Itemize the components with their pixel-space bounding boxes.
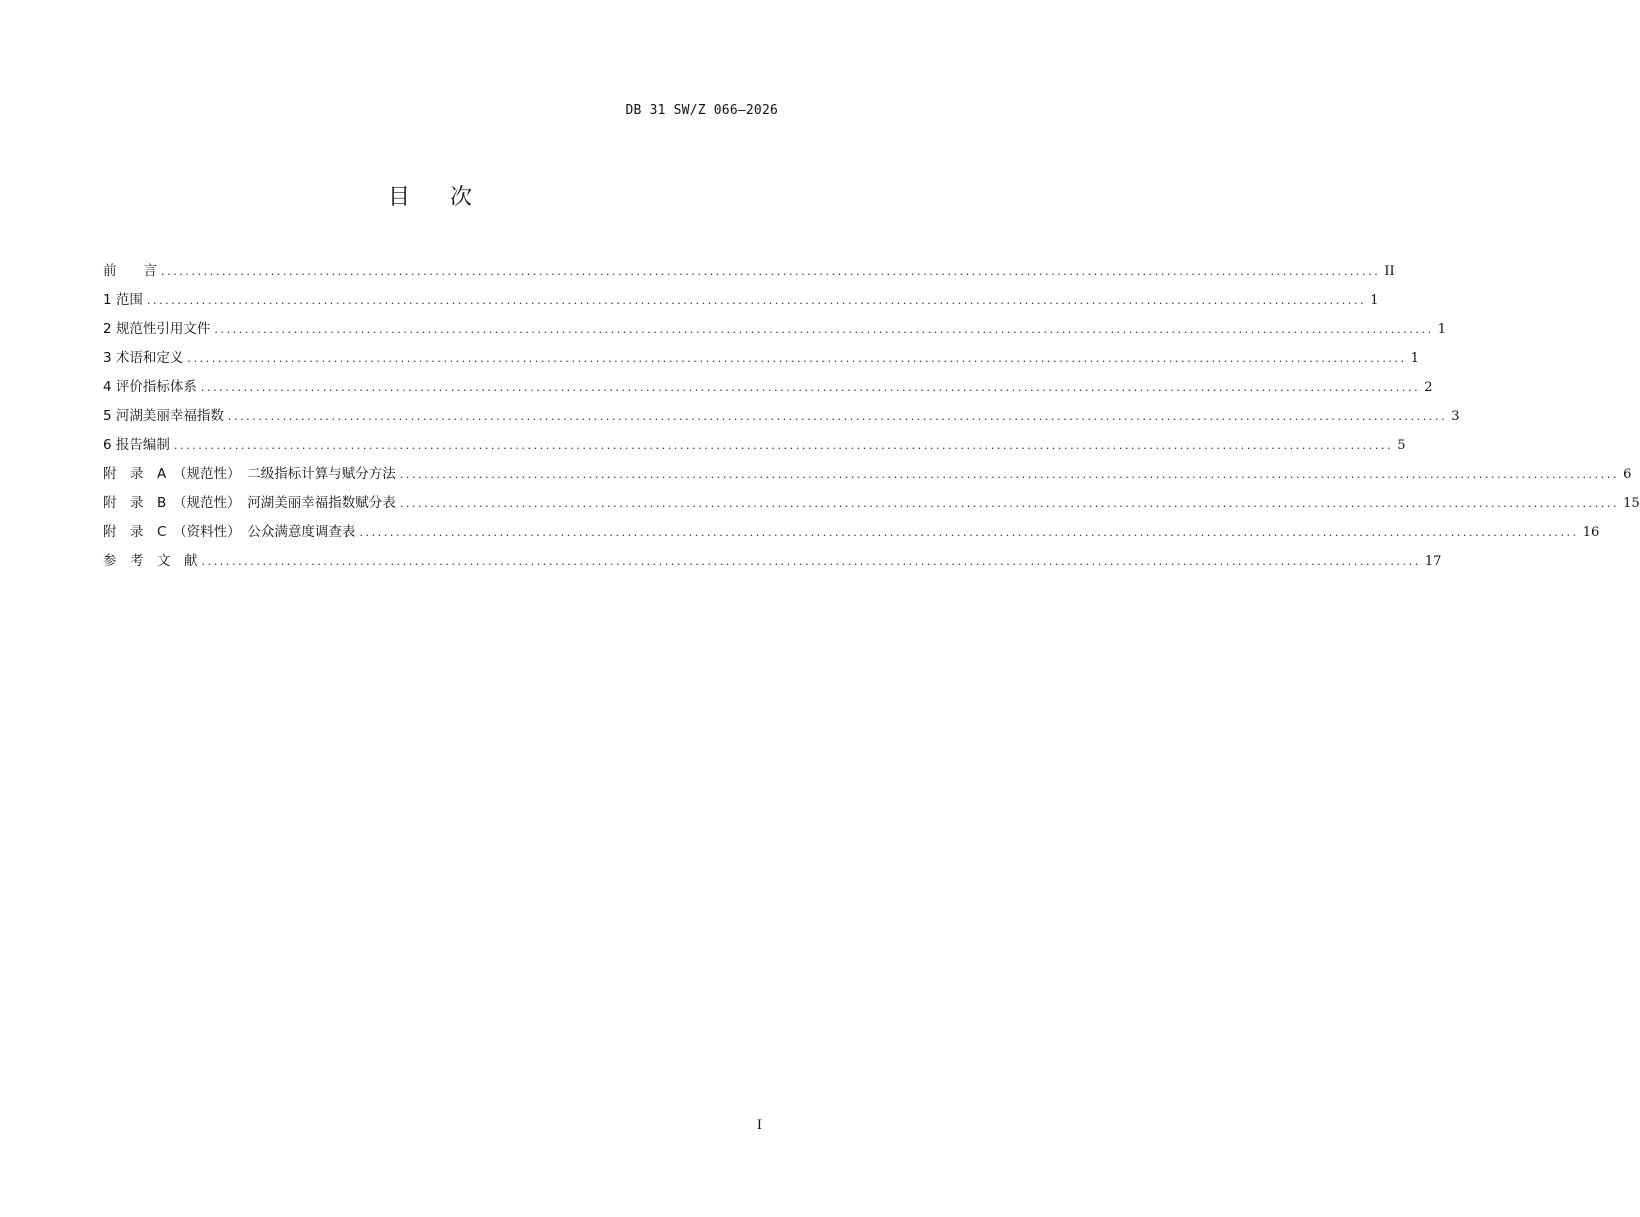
toc-entry-indicator-system[interactable] bbox=[103, 374, 1433, 403]
toc-entry-label: 附 录 A （规范性） 二级指标计算与赋分方法 bbox=[103, 466, 396, 482]
toc-entry-label: 参 考 文 献 bbox=[103, 553, 198, 569]
toc-entry-page: 16 bbox=[1582, 525, 1600, 540]
toc-title: 目次 bbox=[387, 185, 512, 210]
toc-entry-bibliography[interactable] bbox=[103, 548, 1442, 577]
toc-dot-leader: ........................................................................................................................................................................................................ bbox=[214, 323, 1434, 336]
toc-entry-page: 1 bbox=[1410, 351, 1419, 366]
toc-entry-label: 1 范围 bbox=[103, 292, 143, 308]
toc-entry-label: 2 规范性引用文件 bbox=[103, 321, 211, 337]
toc-entry-terms-definitions[interactable] bbox=[103, 345, 1419, 374]
toc-entry-happiness-index[interactable] bbox=[103, 403, 1460, 432]
toc-entry-label: 6 报告编制 bbox=[103, 437, 170, 453]
toc-dot-leader: ........................................................................................................................................................................................................ bbox=[201, 555, 1421, 568]
toc-entry-page: 1 bbox=[1370, 293, 1379, 308]
toc-entry-page: 3 bbox=[1451, 409, 1460, 424]
toc-dot-leader: ........................................................................................................................................................................................................ bbox=[146, 294, 1367, 307]
toc-entry-page: 2 bbox=[1424, 380, 1433, 395]
toc-entry-label: 4 评价指标体系 bbox=[103, 379, 197, 395]
toc-entry-normative-references[interactable] bbox=[103, 316, 1446, 345]
toc-entry-annex-b[interactable] bbox=[103, 490, 1640, 519]
table-of-contents bbox=[103, 258, 1640, 577]
toc-entry-page: II bbox=[1384, 264, 1395, 279]
toc-entry-report-preparation[interactable] bbox=[103, 432, 1406, 461]
toc-dot-leader: ........................................................................................................................................................................................................ bbox=[227, 410, 1448, 423]
toc-dot-leader: ........................................................................................................................................................................................................ bbox=[200, 381, 1421, 394]
toc-entry-label: 5 河湖美丽幸福指数 bbox=[103, 408, 224, 424]
toc-entry-page: 15 bbox=[1623, 496, 1640, 511]
toc-dot-leader: ........................................................................................................................................................................................................ bbox=[161, 265, 1381, 278]
toc-entry-label: 附 录 B （规范性） 河湖美丽幸福指数赋分表 bbox=[103, 495, 396, 511]
toc-dot-leader: ........................................................................................................................................................................................................ bbox=[359, 526, 1579, 539]
toc-entry-page: 17 bbox=[1424, 554, 1442, 569]
toc-entry-annex-c[interactable] bbox=[103, 519, 1600, 548]
toc-dot-leader: ........................................................................................................................................................................................................ bbox=[187, 352, 1407, 365]
toc-entry-label: 3 术语和定义 bbox=[103, 350, 184, 366]
toc-dot-leader: ........................................................................................................................................................................................................ bbox=[173, 439, 1394, 452]
page-number: I bbox=[756, 1118, 762, 1133]
toc-entry-foreword[interactable] bbox=[103, 258, 1395, 287]
toc-entry-label: 附 录 C （资料性） 公众满意度调查表 bbox=[103, 524, 356, 540]
toc-entry-page: 1 bbox=[1437, 322, 1446, 337]
toc-dot-leader: ........................................................................................................................................................................................................ bbox=[399, 497, 1620, 510]
toc-entry-page: 5 bbox=[1397, 438, 1406, 453]
document-code: DB 31 SW/Z 066—2026 bbox=[625, 103, 778, 118]
toc-dot-leader: ........................................................................................................................................................................................................ bbox=[399, 468, 1620, 481]
toc-entry-page: 6 bbox=[1623, 467, 1632, 482]
toc-entry-label: 前 言 bbox=[103, 263, 157, 279]
toc-entry-scope[interactable] bbox=[103, 287, 1379, 316]
toc-entry-annex-a[interactable] bbox=[103, 461, 1632, 490]
